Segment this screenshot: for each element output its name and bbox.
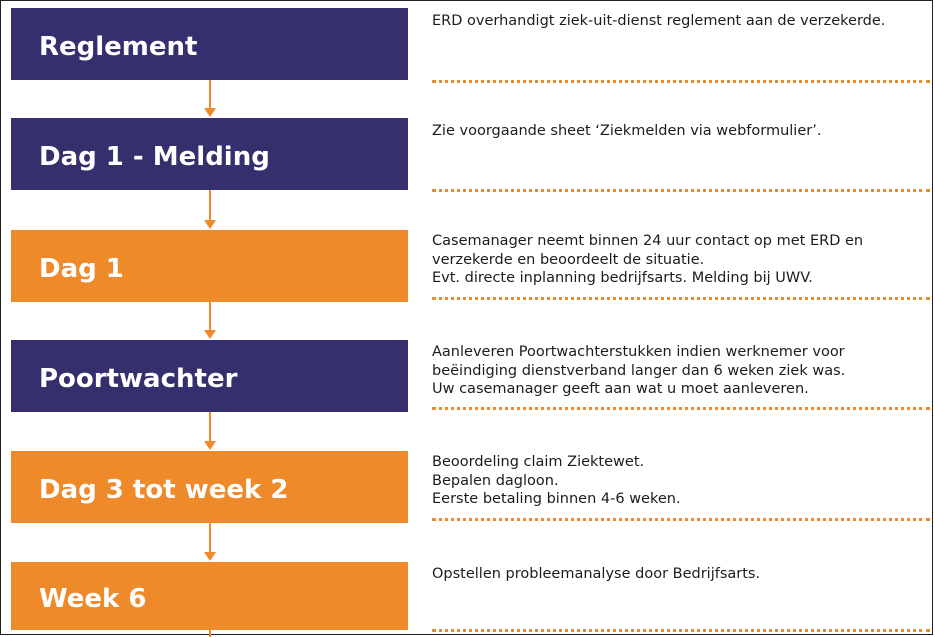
dotted-separator	[432, 518, 930, 521]
connector-line	[209, 630, 211, 637]
step-label: Poortwachter	[39, 364, 238, 394]
step-label: Reglement	[39, 32, 198, 62]
dotted-separator	[432, 629, 930, 632]
arrow-down-icon	[204, 330, 216, 339]
step-description	[432, 565, 930, 584]
dotted-separator	[432, 297, 930, 300]
description-line: Zie voorgaande sheet ‘Ziekmelden via webformulier’.	[432, 123, 822, 139]
connector-line	[209, 80, 211, 110]
description-line: Eerste betaling binnen 4-6 weken.	[432, 491, 681, 507]
step-dag-1	[11, 230, 408, 302]
connector-line	[209, 302, 211, 332]
step-label: Week 6	[39, 584, 147, 614]
step-dag-3-tot-week-2	[11, 451, 408, 523]
dotted-separator	[432, 407, 930, 410]
arrow-down-icon	[204, 108, 216, 117]
step-description	[432, 122, 930, 141]
connector-line	[209, 523, 211, 554]
description-line: beëindiging dienstverband langer dan 6 weken ziek was.	[432, 362, 846, 379]
step-label: Dag 3 tot week 2	[39, 475, 289, 505]
description-line: Uw casemanager geeft aan wat u moet aanleveren.	[432, 381, 809, 397]
description-line: Opstellen probleemanalyse door Bedrijfsarts.	[432, 566, 761, 582]
step-description	[432, 453, 930, 509]
description-line: Aanleveren Poortwachterstukken indien werknemer voor	[432, 344, 845, 360]
step-label: Dag 1 - Melding	[39, 142, 270, 172]
description-line: Evt. directe inplanning bedrijfsarts. Melding bij UWV.	[432, 270, 813, 286]
dotted-separator	[432, 80, 930, 83]
arrow-down-icon	[204, 552, 216, 561]
step-poortwachter	[11, 340, 408, 412]
connector-line	[209, 412, 211, 443]
description-line: Beoordeling claim Ziektewet.	[432, 454, 645, 470]
step-dag-1-melding	[11, 118, 408, 190]
description-line: Casemanager neemt binnen 24 uur contact op met ERD en	[432, 233, 864, 249]
description-line: Bepalen dagloon.	[432, 472, 559, 489]
description-line: verzekerde en beoordeelt de situatie.	[432, 251, 705, 268]
step-reglement	[11, 8, 408, 80]
step-week-6	[11, 562, 408, 630]
connector-line	[209, 190, 211, 222]
step-description	[432, 232, 930, 288]
description-line: ERD overhandigt ziek-uit-dienst reglement aan de verzekerde.	[432, 13, 886, 29]
arrow-down-icon	[204, 220, 216, 229]
dotted-separator	[432, 189, 930, 192]
step-label: Dag 1	[39, 254, 124, 284]
step-description	[432, 12, 930, 31]
step-description	[432, 343, 930, 399]
arrow-down-icon	[204, 441, 216, 450]
